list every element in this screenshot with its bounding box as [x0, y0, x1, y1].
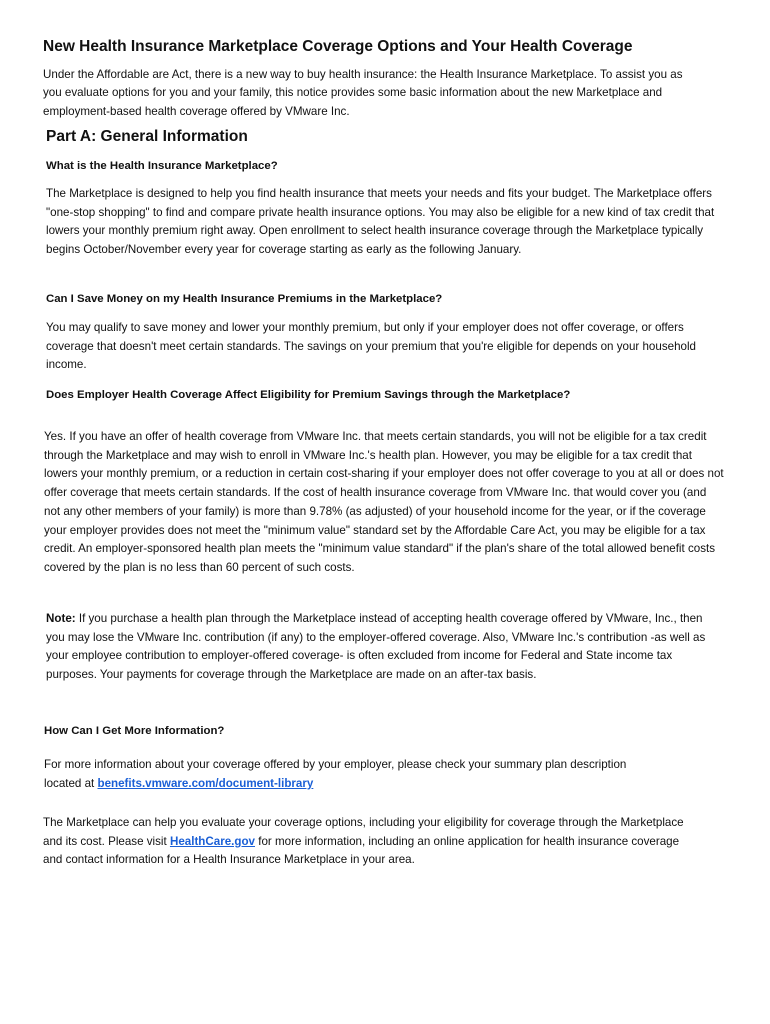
more-info-employer-text: For more information about your coverage offered by your employer, please check your summary plan description located at [44, 758, 627, 790]
more-info-employer-paragraph [44, 756, 634, 793]
answer-save-money: You may qualify to save money and lower your monthly premium, but only if your employer does not offer coverage, or offers coverage that doesn't meet certain standards. The savings on your premium that you're eligible for depends on your household income. [46, 321, 696, 372]
note-text: If you purchase a health plan through the Marketplace instead of accepting health coverage offered by VMware, Inc., then you may lose the VMware Inc. contribution (if any) to the employer-offered coverage. Also, VMware Inc.'s contribution -as well as your employee contribution to employer-offered coverage- is often excluded from income for Federal and State income tax purposes. Your payments for coverage through the Marketplace are made on an after-tax basis. [46, 612, 706, 682]
document-library-link[interactable]: benefits.vmware.com/document-library [97, 776, 314, 790]
note-paragraph [46, 610, 722, 685]
question-what-is-marketplace: What is the Health Insurance Marketplace? [46, 160, 278, 172]
healthcare-gov-link[interactable]: HealthCare.gov [169, 834, 255, 848]
more-info-marketplace-paragraph [43, 814, 693, 870]
more-info-marketplace-text-end: for more information, including an online application for health insurance coverage and contact information for a Health Insurance Marketplace in your area. [43, 834, 680, 867]
answer-what-is-marketplace: The Marketplace is designed to help you find health insurance that meets your needs and fits your budget. The Marketplace offers "one-stop shopping" to find and compare private health insurance options. You may also be eligible for a new kind of tax credit that lowers your monthly premium right away. Open enrollment to select health insurance coverage through the Marketplace typically begins October/November every year for coverage starting as early as the following January. [46, 187, 715, 257]
intro-paragraph: Under the Affordable are Act, there is a new way to buy health insurance: the Health Insurance Marketplace. To assist you as you evaluate options for you and your family, this notice provides some basic information about the new Marketplace and employment-based health coverage offered by VMware Inc. [43, 68, 683, 118]
question-save-money: Can I Save Money on my Health Insurance Premiums in the Marketplace? [46, 293, 443, 305]
page-title: New Health Insurance Marketplace Coverage Options and Your Health Coverage [43, 38, 633, 55]
question-employer-coverage: Does Employer Health Coverage Affect Eligibility for Premium Savings through the Marketplace? [46, 389, 571, 401]
answer-employer-coverage: Yes. If you have an offer of health coverage from VMware Inc. that meets certain standards, you will not be eligible for a tax credit through the Marketplace and may wish to enroll in VMware Inc.'s health plan. However, you may be eligible for a tax credit that lowers your monthly premium, or a reduction in certain cost-sharing if your employer does not offer coverage to you at all or does not offer coverage that meets certain standards. If the cost of health insurance coverage from VMware Inc. that would cover you (and not any other members of your family) is more than 9.78% (as adjusted) of your household income for the year, or if the coverage your employer provides does not meet the "minimum value" standard set by the Affordable Care Act, you may be eligible for a tax credit. An employer-sponsored health plan meets the "minimum value standard" if the plan's share of the total allowed benefit costs covered by the plan is no less than 60 percent of such costs. [44, 430, 724, 574]
more-info-marketplace-text: The Marketplace can help you evaluate your coverage options, including your eligibility for coverage through the Marketplace and its cost. Please visit [43, 816, 684, 848]
note-label: Note: [46, 612, 76, 625]
question-more-info: How Can I Get More Information? [44, 725, 225, 737]
part-a-heading: Part A: General Information [46, 128, 248, 145]
